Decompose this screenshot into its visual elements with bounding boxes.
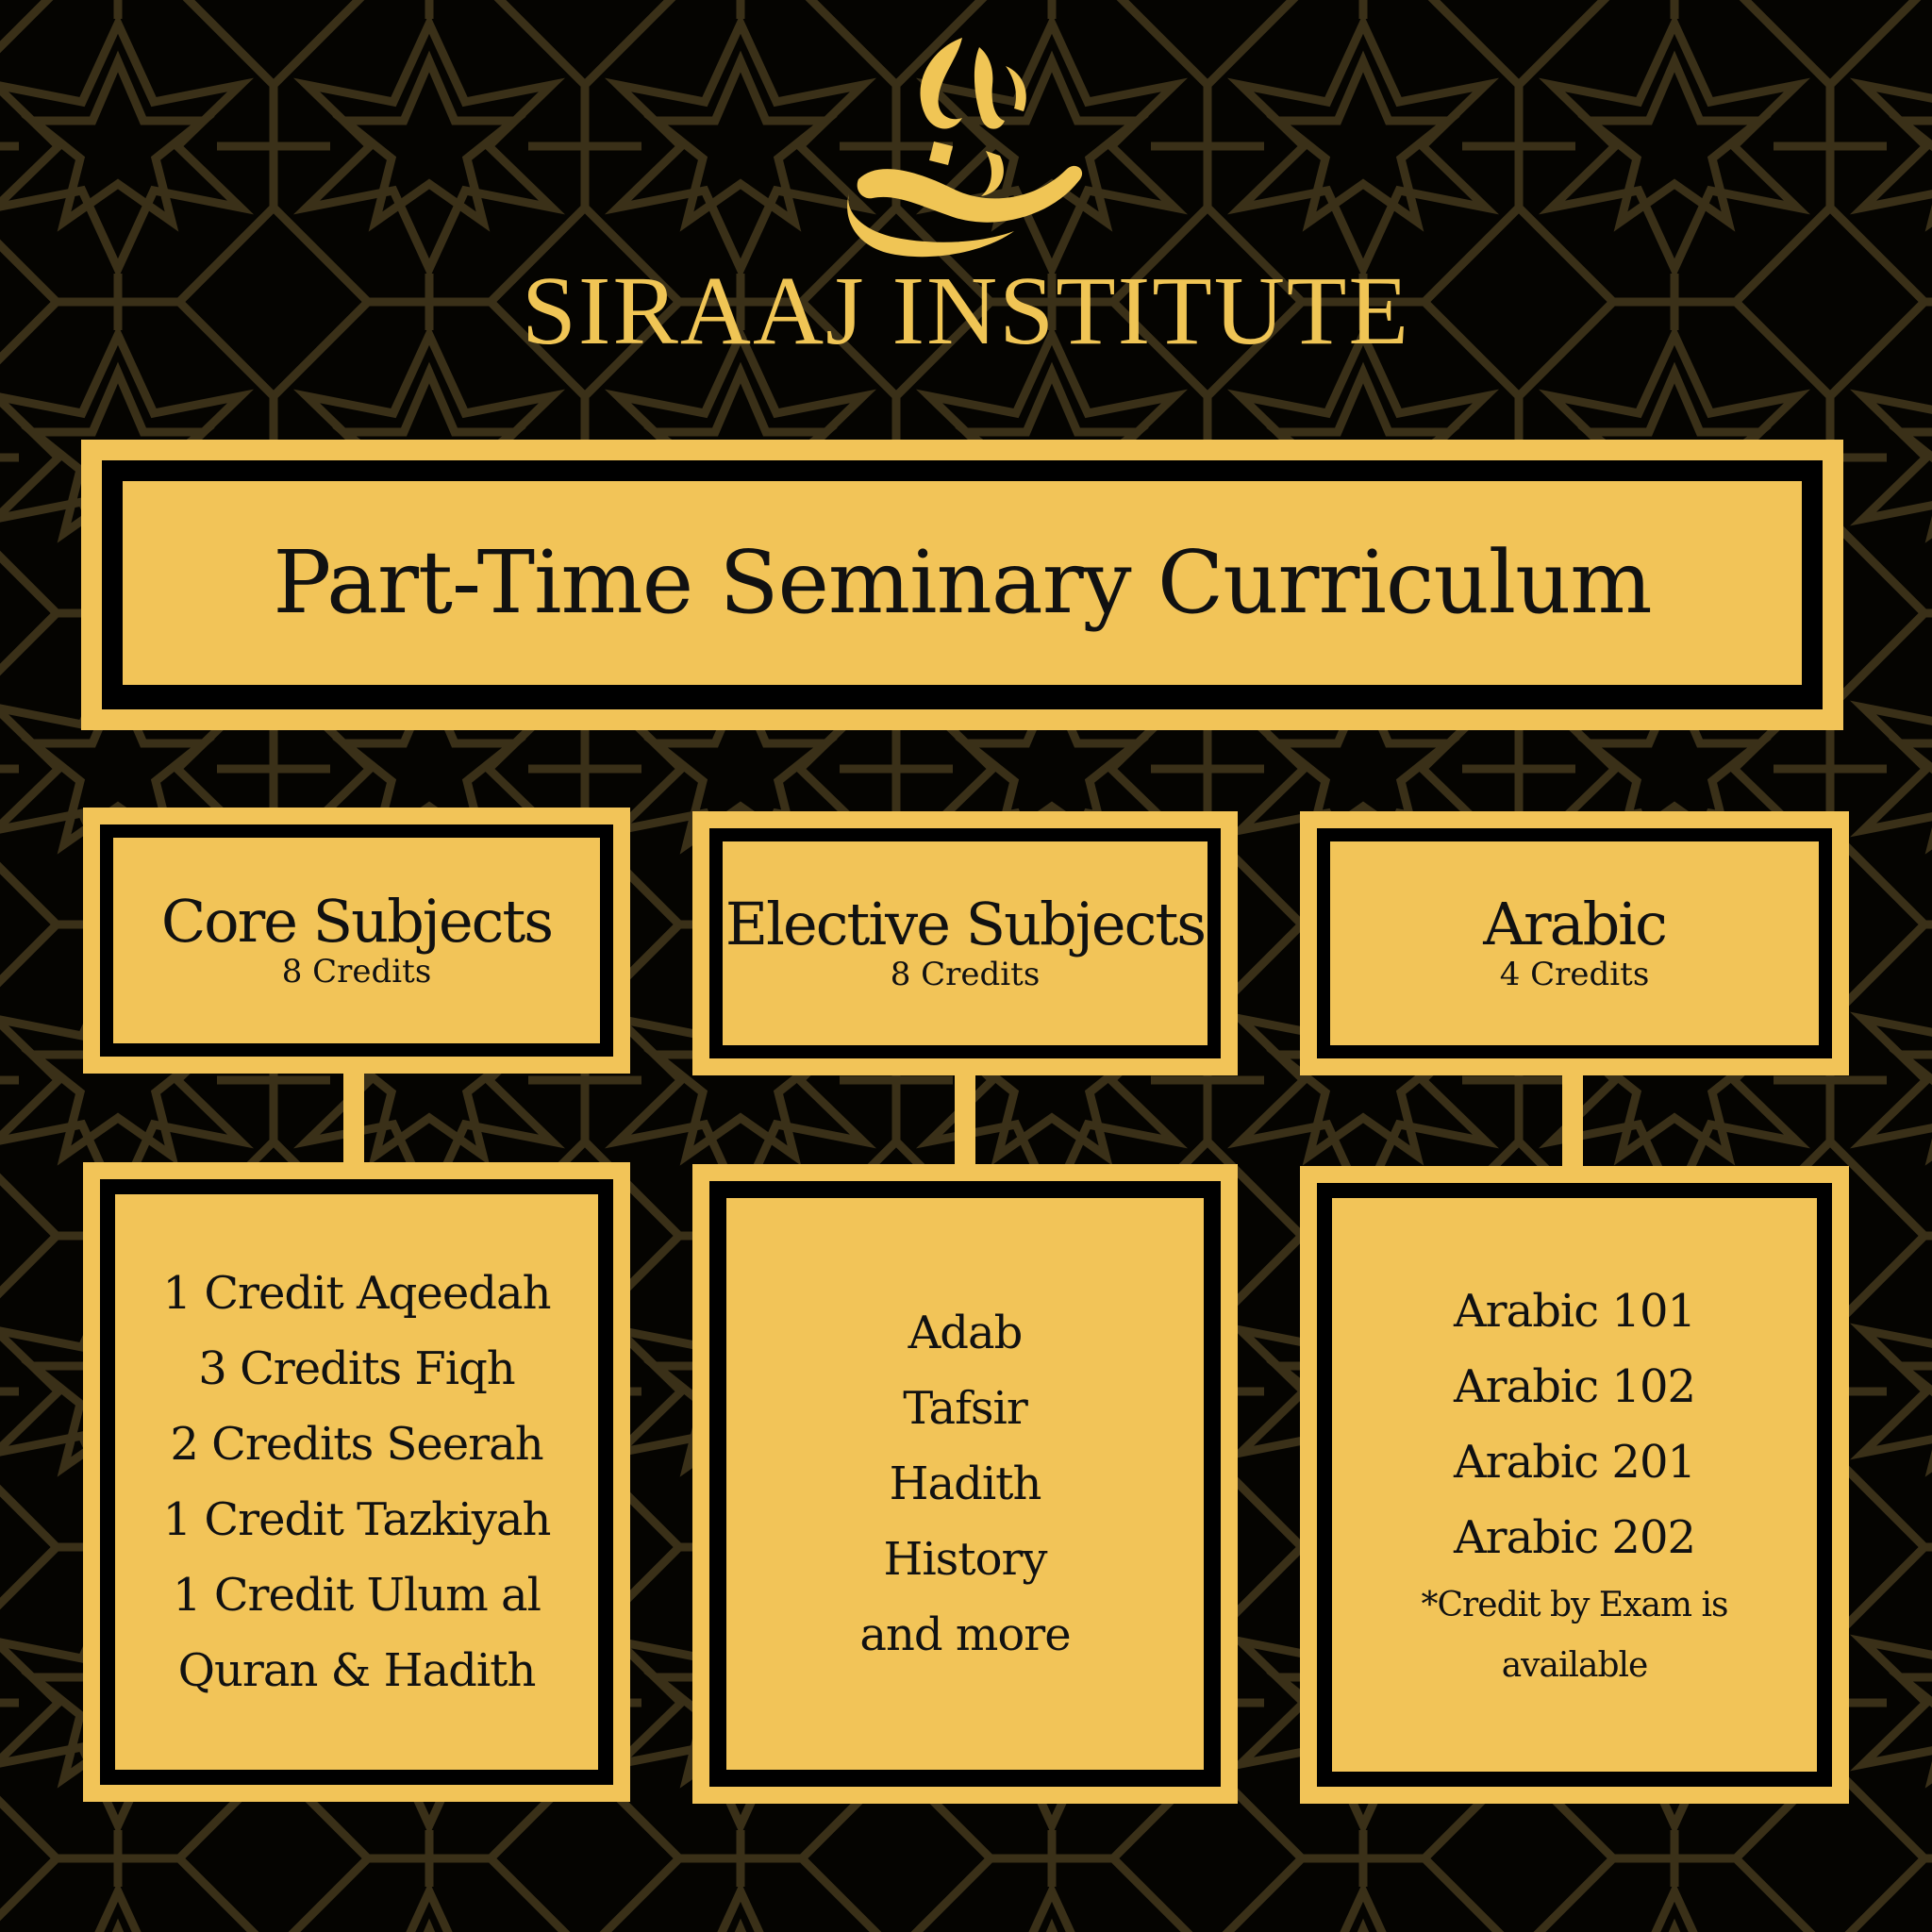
list-item: Hadith [889,1457,1041,1510]
list-item: Tafsir [903,1382,1027,1435]
arabic-header [1330,841,1819,1045]
elective-subjects-list [726,1198,1204,1770]
list-item: 3 Credits Fiqh [198,1342,515,1395]
category-credits: 8 Credits [890,956,1041,993]
list-item: History [883,1533,1047,1586]
list-item: Quran & Hadith [177,1644,536,1697]
connector-line [1562,1075,1583,1168]
list-item: 1 Credit Tazkiyah [162,1493,551,1546]
list-item: Arabic 101 [1453,1285,1696,1338]
category-title: Elective Subjects [724,890,1206,958]
list-item: Arabic 202 [1453,1511,1696,1564]
brand-name: SIRAAJ INSTITUTE [522,257,1410,365]
list-item: Adab [908,1307,1023,1359]
list-item: Arabic 201 [1453,1436,1696,1489]
category-title: Arabic [1483,890,1666,958]
list-item: 1 Credit Aqeedah [162,1267,551,1320]
category-credits: 4 Credits [1499,956,1650,993]
list-item: Arabic 102 [1453,1360,1696,1413]
exam-note: *Credit by Exam is [1421,1586,1728,1624]
list-item: 2 Credits Seerah [170,1418,543,1471]
category-credits: 8 Credits [281,953,432,991]
category-title: Core Subjects [160,887,553,956]
core-subjects-header [113,838,600,1043]
page-title: Part-Time Seminary Curriculum [273,532,1652,633]
elective-subjects-header [723,841,1208,1045]
connector-line [955,1075,975,1166]
title-panel [123,481,1802,685]
list-item: 1 Credit Ulum al [173,1569,541,1622]
connector-line [343,1074,364,1166]
calligraphy-logo-icon [821,28,1104,274]
arabic-list [1332,1198,1817,1772]
list-item: and more [859,1608,1071,1661]
exam-note-continued: available [1501,1646,1648,1685]
core-subjects-list [115,1194,598,1770]
